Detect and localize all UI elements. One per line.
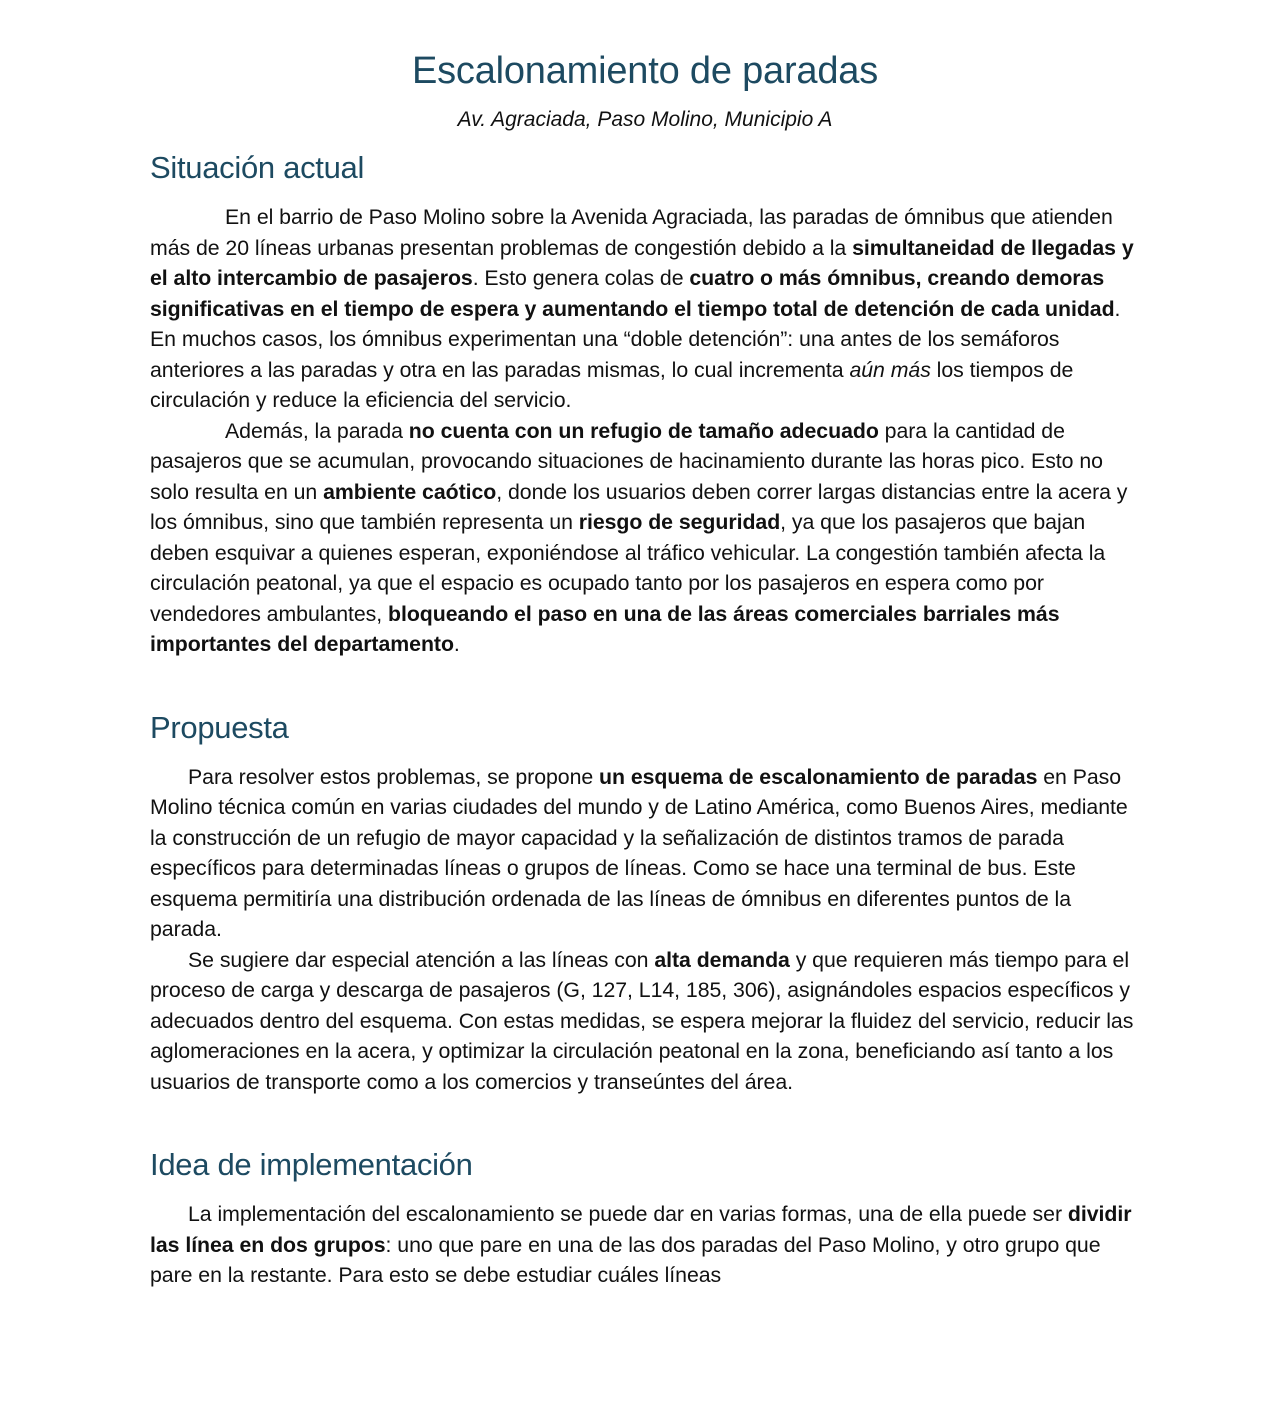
italic-text-run: aún más [849,357,931,382]
text-run: los tiempos de circulación y reduce la eficiencia del servicio. [150,357,1074,412]
text-run: y que requieren más tiempo para el proceso de carga y descarga de pasajeros (G, 127, L14, 185, 306), asignándoles espacios específicos y adecuados dentro del esquema. Con estas medidas, se espera mejorar la fluidez del servicio, reducir las aglomeraciones en la acera, y optimizar la circulación peatonal en la zona, beneficiando así tanto a los usuarios de transporte como a los comercios y transeúntes del área. [150,947,1134,1094]
text-run: Se sugiere dar especial atención a las líneas con [188,947,655,972]
text-run: Para resolver estos problemas, se propone [188,764,600,789]
bold-text-run: simultaneidad de llegadas y el alto intercambio de pasajeros [150,235,1134,290]
bold-text-run: ambiente caótico [323,479,497,504]
text-run: , ya que los pasajeros que bajan deben esquivar a quienes esperan, exponiéndose al tráfico vehicular. La congestión también afecta la circulación peatonal, ya que el espacio es ocupado tanto por los pasajeros en espera como por vendedores ambulantes, [150,510,1106,626]
document-title: Escalonamiento de paradas [411,50,879,92]
text-run: : uno que pare en una de las dos paradas del Paso Molino, y otro grupo que pare en la restante. Para esto se debe estudiar cuáles líneas [150,1232,1101,1287]
bold-text-run: alta demanda [654,947,790,972]
text-run: . Esto genera colas de [472,266,690,290]
propuesta-paragraph-2 [150,945,1140,1098]
section-heading-situacion: Situación actual [150,150,365,185]
text-run: en Paso Molino técnica común en varias ciudades del mundo y de Latino América, como Buenos Aires, mediante la construcción de un refugio de mayor capacidad y la señalización de distintos tramos de parada específicos para determinadas líneas o grupos de líneas. Como se hace una terminal de bus. Este esquema permitiría una distribución ordenada de las líneas de ómnibus en diferentes puntos de la parada. [150,764,1128,941]
bold-text-run: no cuenta con un refugio de tamaño adecuado [408,418,879,443]
text-run: Además, la parada [225,418,409,443]
bold-text-run: bloqueando el paso en una de las áreas comerciales barriales más importantes del departamento [150,601,1060,656]
bold-text-run: dividir las línea en dos grupos [150,1202,1132,1257]
propuesta-paragraph-1 [150,762,1140,945]
text-run: La implementación del escalonamiento se puede dar en varias formas, una de ella puede ser [188,1202,1068,1226]
bold-text-run: un esquema de escalonamiento de paradas [599,764,1038,789]
text-run: . En muchos casos, los ómnibus experimentan una “doble detención”: una antes de los semáforos anteriores a las paradas y otra en las paradas mismas, lo cual incrementa [150,296,1121,382]
text-run: . [453,632,460,656]
text-run: , donde los usuarios deben correr largas distancias entre la acera y los ómnibus, sino que también representa un [150,479,1128,534]
document-subtitle: Av. Agraciada, Paso Molino, Municipio A [457,108,833,131]
text-run: para la cantidad de pasajeros que se acumulan, provocando situaciones de hacinamiento durante las horas pico. Esto no solo resulta en un [150,418,1103,504]
idea-paragraph-1 [150,1199,1140,1291]
text-run: En el barrio de Paso Molino sobre la Avenida Agraciada, las paradas de ómnibus que atienden más de 20 líneas urbanas presentan problemas de congestión debido a la [150,205,1113,260]
bold-text-run: cuatro o más ómnibus, creando demoras significativas en el tiempo de espera y aumentando el tiempo total de detención de cada unidad [150,266,1115,321]
situacion-paragraph-1 [150,202,1140,416]
section-heading-propuesta: Propuesta [150,709,289,745]
bold-text-run: riesgo de seguridad [578,510,781,534]
section-heading-idea: Idea de implementación [150,1147,473,1182]
situacion-paragraph-2 [150,416,1140,660]
document-page [150,40,1140,1291]
